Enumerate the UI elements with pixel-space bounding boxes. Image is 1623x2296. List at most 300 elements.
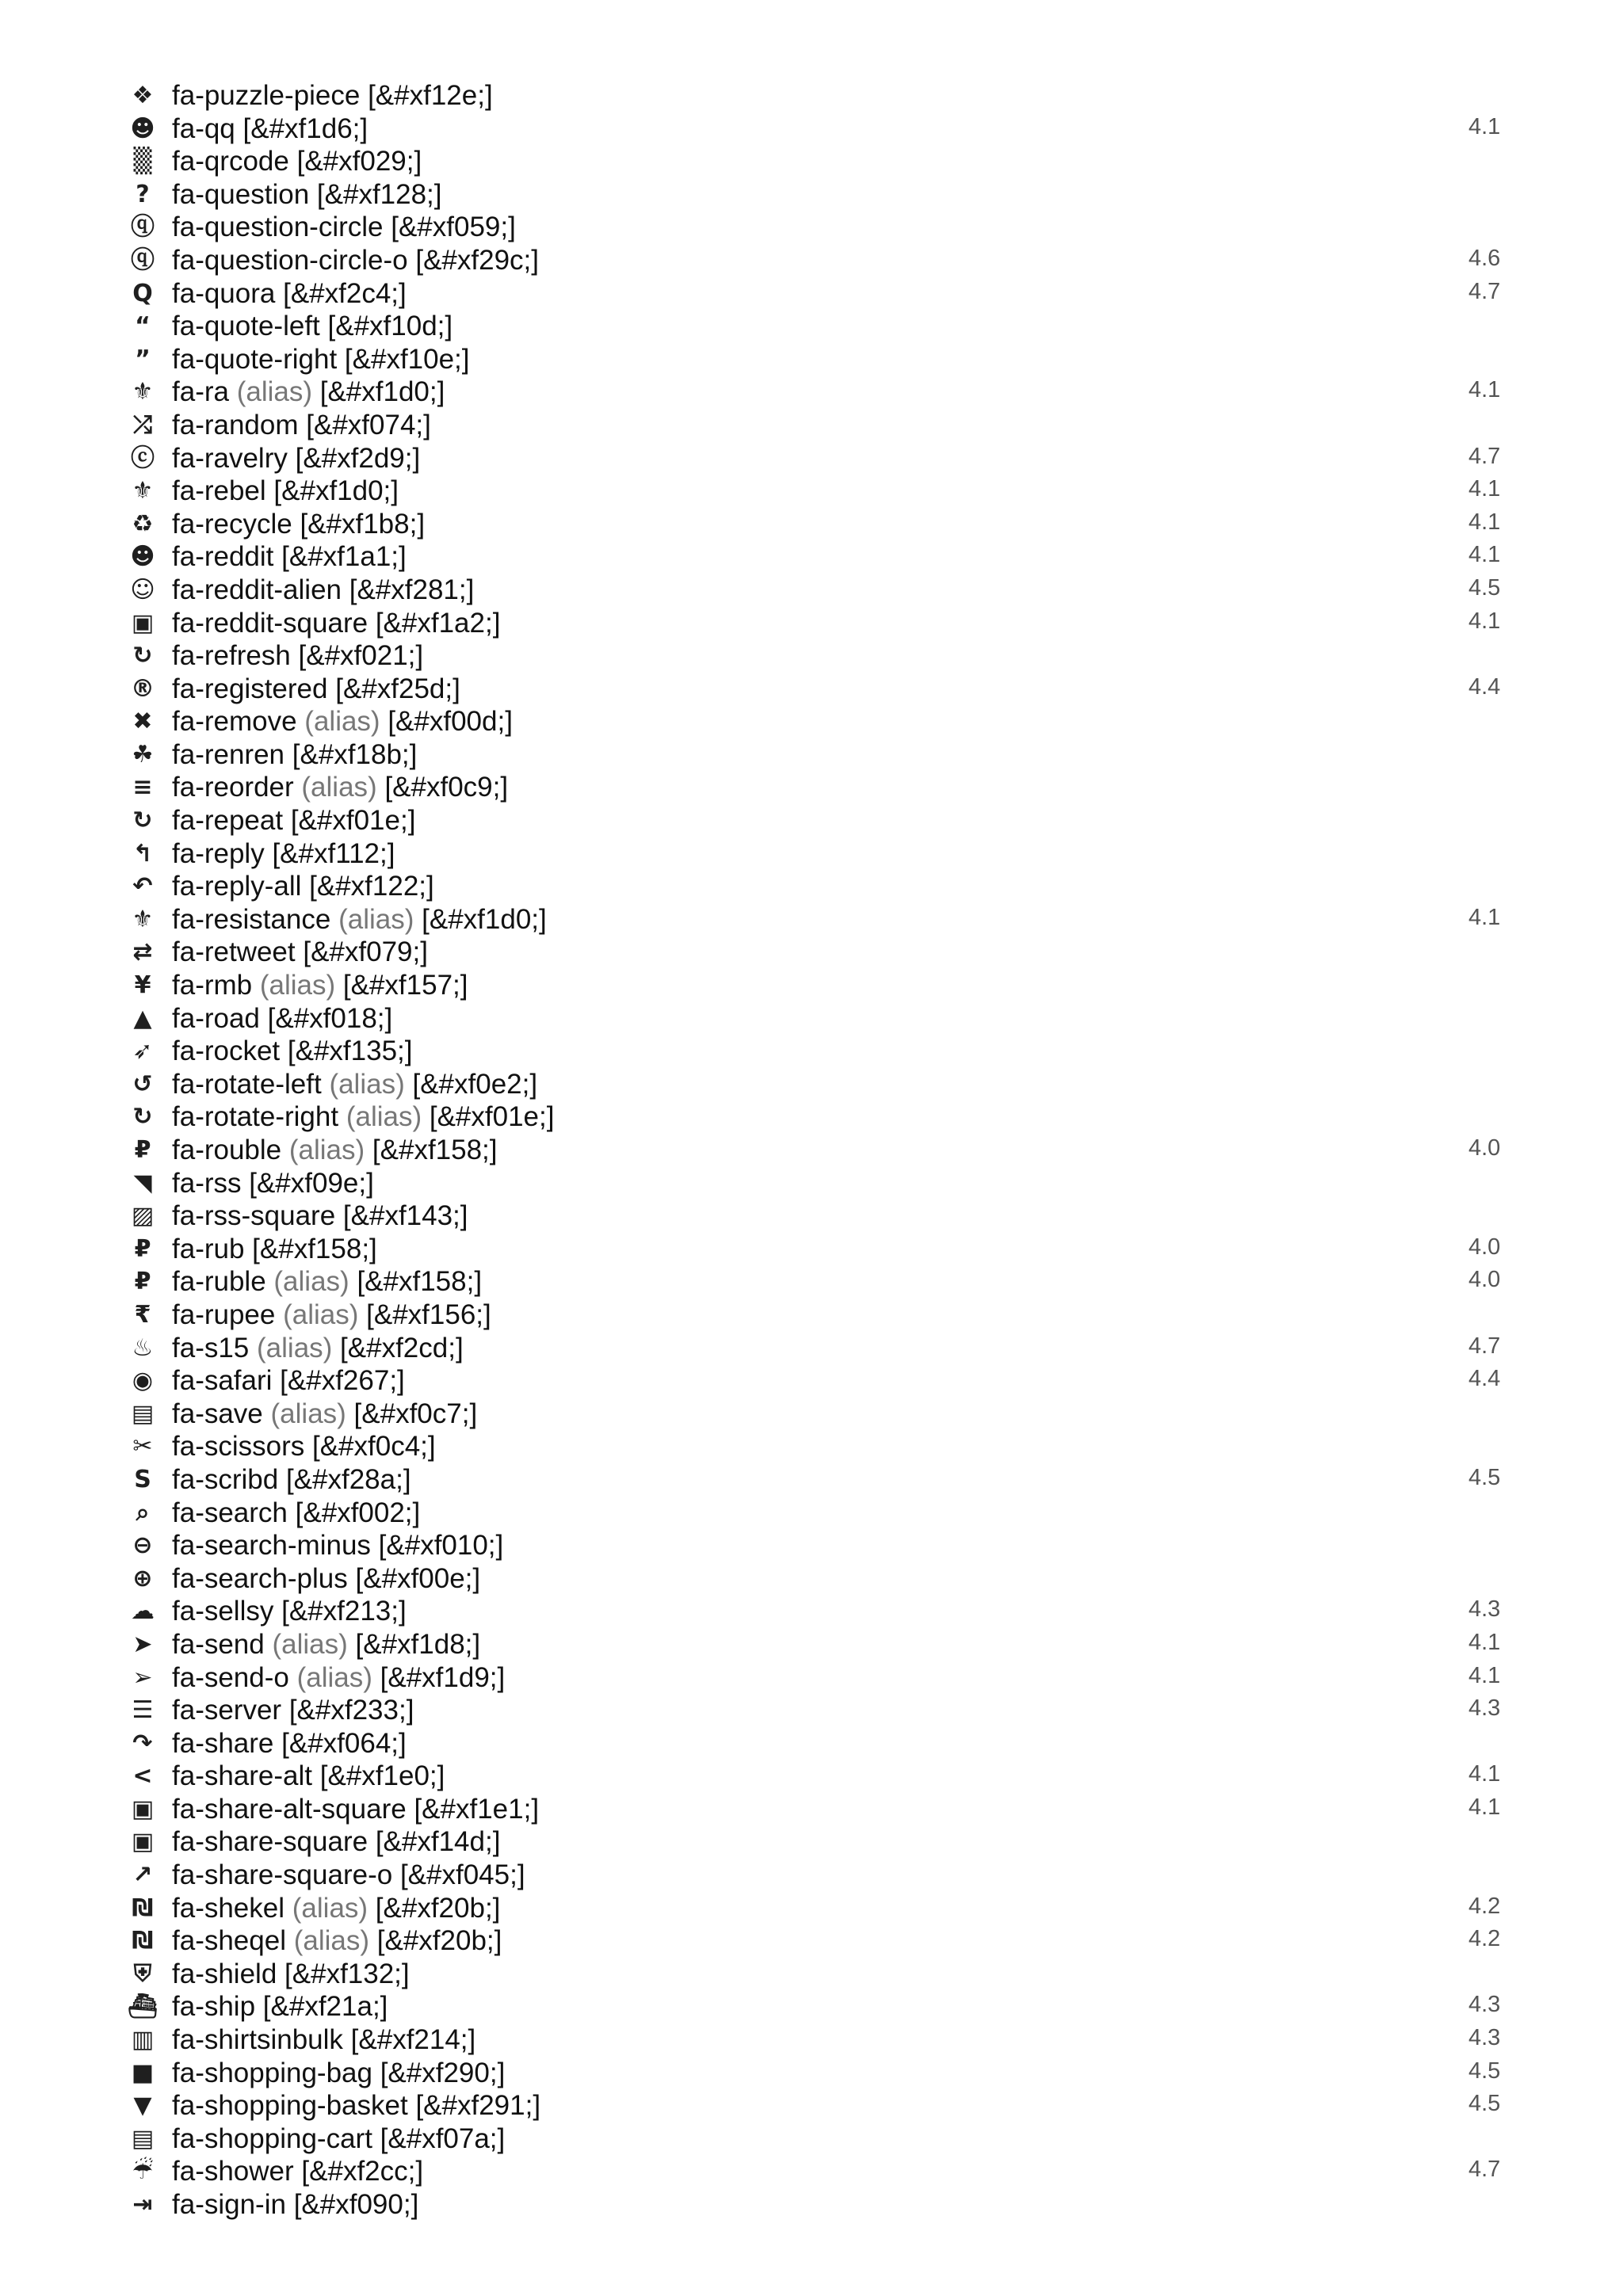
icon-code: [&#xf20b;] <box>376 1925 502 1957</box>
list-item <box>127 1595 1522 1628</box>
icon-name: fa-ravelry <box>172 442 288 474</box>
list-item <box>127 903 1522 936</box>
icon-label <box>172 343 470 376</box>
send-o-icon: ➢ <box>132 1663 153 1691</box>
list-item <box>127 1760 1522 1793</box>
list-item <box>127 837 1522 871</box>
version-label: 4.4 <box>1468 1366 1501 1392</box>
version-label: 4.0 <box>1468 1267 1501 1293</box>
version-label: 4.0 <box>1468 1135 1501 1161</box>
icon-name: fa-server <box>172 1695 282 1726</box>
reorder-icon: ≡ <box>132 773 153 802</box>
icon-name: fa-rss-square <box>172 1200 336 1232</box>
icon-label <box>172 639 423 673</box>
alias-tag: (alias) <box>304 706 380 738</box>
alias-tag: (alias) <box>292 1892 369 1924</box>
icon-label <box>172 1398 477 1431</box>
version-label: 4.3 <box>1468 1992 1501 2018</box>
share-alt-icon: < <box>132 1762 153 1791</box>
icon-code: [&#xf157;] <box>342 970 468 1001</box>
icon-label <box>172 508 425 541</box>
icon-name: fa-recycle <box>172 508 292 540</box>
alias-tag: (alias) <box>329 1068 405 1100</box>
version-label: 4.7 <box>1468 443 1501 469</box>
list-item <box>127 639 1522 673</box>
version-label: 4.5 <box>1468 574 1501 601</box>
shopping-basket-icon: ▼ <box>133 2092 152 2120</box>
list-item <box>127 1825 1522 1859</box>
rocket-icon: ➶ <box>132 1037 153 1066</box>
icon-name: fa-refresh <box>172 640 291 672</box>
icon-label <box>172 1924 502 1958</box>
list-item <box>127 1134 1522 1167</box>
icon-code: [&#xf112;] <box>272 837 395 869</box>
list-item <box>127 2155 1522 2188</box>
version-label: 4.2 <box>1468 1926 1501 1952</box>
list-item <box>127 1265 1522 1299</box>
icon-name: fa-safari <box>172 1365 273 1397</box>
icon-code: [&#xf1d0;] <box>422 903 547 935</box>
remove-icon: ✖ <box>132 707 153 736</box>
icon-name: fa-rupee <box>172 1299 276 1330</box>
icon-name: fa-rmb <box>172 970 253 1001</box>
icon-name: fa-save <box>172 1398 263 1429</box>
icon-label <box>172 1134 498 1167</box>
alias-tag: (alias) <box>259 970 336 1001</box>
icon-code: [&#xf021;] <box>298 640 424 672</box>
icon-label <box>172 277 407 311</box>
icon-name: fa-share-alt-square <box>172 1793 407 1825</box>
list-item <box>127 705 1522 738</box>
version-label: 4.5 <box>1468 2091 1501 2117</box>
rotate-right-icon: ↻ <box>132 1103 153 1131</box>
icon-name: fa-shirtsinbulk <box>172 2024 343 2056</box>
icon-code: [&#xf07a;] <box>380 2122 506 2154</box>
search-plus-icon: ⊕ <box>132 1564 153 1592</box>
icon-name: fa-rss <box>172 1167 242 1199</box>
refresh-icon: ↻ <box>132 642 153 670</box>
shopping-bag-icon: ■ <box>131 2058 155 2087</box>
list-item <box>127 574 1522 607</box>
version-label: 4.1 <box>1468 377 1501 403</box>
quote-right-icon: ” <box>135 345 151 373</box>
icon-label <box>172 2089 540 2122</box>
icon-label <box>172 1694 414 1727</box>
icon-code: [&#xf1a1;] <box>281 541 407 573</box>
scribd-icon: S <box>134 1465 151 1493</box>
repeat-icon: ↻ <box>132 807 153 835</box>
list-item <box>127 343 1522 376</box>
question-icon: ? <box>136 180 150 208</box>
list-item <box>127 2023 1522 2057</box>
share-icon: ↷ <box>132 1729 153 1757</box>
icon-code: [&#xf1d0;] <box>319 376 445 408</box>
icon-label <box>172 771 508 804</box>
icon-code: [&#xf064;] <box>281 1727 407 1759</box>
icon-name: fa-reply-all <box>172 871 302 902</box>
list-item <box>127 771 1522 804</box>
list-item <box>127 1859 1522 1892</box>
list-item <box>127 1727 1522 1760</box>
icon-name: fa-remove <box>172 706 297 738</box>
icon-code: [&#xf128;] <box>316 178 442 210</box>
icon-code: [&#xf291;] <box>415 2090 541 2122</box>
icon-code: [&#xf059;] <box>391 212 516 243</box>
icon-name: fa-quora <box>172 277 276 309</box>
icon-name: fa-rub <box>172 1233 245 1264</box>
icon-name: fa-question <box>172 178 310 210</box>
icon-label <box>172 1332 464 1365</box>
version-label: 4.1 <box>1468 1629 1501 1655</box>
icon-name: fa-sign-in <box>172 2189 286 2220</box>
icon-code: [&#xf1d0;] <box>273 475 399 507</box>
icon-label <box>172 1463 411 1497</box>
list-item <box>127 1035 1522 1068</box>
icon-name: fa-search-plus <box>172 1562 348 1594</box>
yen-icon: ¥ <box>134 971 151 1000</box>
version-label: 4.1 <box>1468 904 1501 930</box>
icon-code: [&#xf12e;] <box>368 80 493 111</box>
icon-code: [&#xf14d;] <box>375 1826 501 1858</box>
list-item <box>127 1990 1522 2023</box>
icon-code: [&#xf010;] <box>378 1530 504 1562</box>
icon-code: [&#xf158;] <box>357 1266 483 1298</box>
reddit-icon: ☻ <box>130 543 155 571</box>
icon-code: [&#xf01e;] <box>429 1101 555 1133</box>
icon-name: fa-rouble <box>172 1135 282 1165</box>
icon-name: fa-s15 <box>172 1332 250 1363</box>
icon-name: fa-ra <box>172 376 229 408</box>
icon-label <box>172 376 445 409</box>
list-item <box>127 1167 1522 1200</box>
icon-name: fa-reddit-alien <box>172 574 342 605</box>
question-circle-o-icon: ⓠ <box>131 246 155 274</box>
list-item <box>127 1793 1522 1826</box>
quote-left-icon: “ <box>135 312 151 341</box>
alias-tag: (alias) <box>346 1101 422 1133</box>
icon-label <box>172 244 539 277</box>
list-item <box>127 1497 1522 1530</box>
list-item <box>127 244 1522 277</box>
ravelry-icon: ⓒ <box>131 444 155 472</box>
shield-icon: ⛨ <box>133 1959 152 1988</box>
icon-name: fa-sellsy <box>172 1596 274 1627</box>
icon-name: fa-ruble <box>172 1266 266 1298</box>
list-item <box>127 277 1522 311</box>
icon-code: [&#xf10e;] <box>344 343 470 375</box>
version-label: 4.3 <box>1468 2025 1501 2051</box>
icon-name: fa-registered <box>172 673 328 704</box>
icon-label <box>172 1628 480 1661</box>
icon-label <box>172 2023 475 2057</box>
icon-code: [&#xf2cd;] <box>340 1332 464 1363</box>
icon-label <box>172 211 516 244</box>
icon-code: [&#xf267;] <box>280 1365 405 1397</box>
list-item <box>127 113 1522 146</box>
icon-code: [&#xf25d;] <box>335 673 460 704</box>
version-label: 4.4 <box>1468 673 1501 700</box>
save-icon: ▤ <box>131 1399 155 1428</box>
version-label: 4.3 <box>1468 1695 1501 1722</box>
icon-name: fa-sheqel <box>172 1925 286 1957</box>
icon-code: [&#xf29c;] <box>415 244 539 276</box>
icon-label <box>172 475 399 508</box>
random-icon: ⤮ <box>133 410 152 439</box>
search-icon: ⌕ <box>136 1498 150 1527</box>
icon-code: [&#xf0c9;] <box>384 772 509 803</box>
icon-name: fa-ship <box>172 1991 256 2023</box>
icon-code: [&#xf1d9;] <box>380 1661 506 1693</box>
version-label: 4.1 <box>1468 476 1501 502</box>
icon-code: [&#xf135;] <box>287 1035 413 1067</box>
list-item <box>127 211 1522 244</box>
icon-name: fa-question-circle-o <box>172 244 408 276</box>
icon-code: [&#xf10d;] <box>327 311 453 342</box>
shekel-icon: ₪ <box>132 1927 154 1955</box>
alias-tag: (alias) <box>296 1661 372 1693</box>
share-square-o-icon: ↗ <box>132 1861 153 1890</box>
icon-code: [&#xf214;] <box>350 2024 476 2056</box>
icon-name: fa-reddit-square <box>172 607 369 639</box>
icon-code: [&#xf281;] <box>349 574 475 605</box>
icon-code: [&#xf122;] <box>309 871 434 902</box>
icon-code: [&#xf09e;] <box>249 1167 374 1199</box>
list-item <box>127 673 1522 706</box>
icon-name: fa-shekel <box>172 1892 285 1924</box>
icon-name: fa-scissors <box>172 1431 305 1463</box>
recycle-icon: ♻ <box>132 509 154 538</box>
list-item <box>127 1233 1522 1266</box>
icon-label <box>172 705 513 738</box>
icon-label <box>172 1167 374 1200</box>
icon-code: [&#xf156;] <box>366 1299 491 1330</box>
icon-label <box>172 969 468 1002</box>
icon-name: fa-reply <box>172 837 265 869</box>
shirtsinbulk-icon: ▥ <box>131 2026 155 2054</box>
icon-name: fa-scribd <box>172 1463 279 1495</box>
icon-code: [&#xf158;] <box>372 1135 498 1165</box>
shekel-icon: ₪ <box>132 1894 154 1922</box>
version-label: 4.5 <box>1468 2058 1501 2084</box>
icon-label <box>172 1958 410 1991</box>
list-item <box>127 1299 1522 1332</box>
icon-name: fa-rebel <box>172 475 266 507</box>
version-label: 4.2 <box>1468 1893 1501 1919</box>
icon-label <box>172 1199 468 1233</box>
icon-name: fa-search-minus <box>172 1530 371 1562</box>
list-item <box>127 1199 1522 1233</box>
puzzle-piece-icon: ❖ <box>132 82 154 109</box>
list-item <box>127 2122 1522 2156</box>
icon-name: fa-renren <box>172 738 285 770</box>
list-item <box>127 1628 1522 1661</box>
list-item <box>127 1892 1522 1925</box>
icon-label <box>172 1233 377 1266</box>
alias-tag: (alias) <box>301 772 377 803</box>
alias-tag: (alias) <box>273 1266 349 1298</box>
icon-label <box>172 540 407 574</box>
list-item <box>127 1924 1522 1958</box>
icon-label <box>172 1497 420 1530</box>
rebel-icon: ⚜ <box>132 378 154 406</box>
rouble-icon: ₽ <box>134 1136 151 1164</box>
icon-label <box>172 2155 423 2188</box>
icon-label <box>172 1661 505 1695</box>
server-icon: ☰ <box>132 1696 154 1725</box>
rss-icon: ◥ <box>133 1169 152 1197</box>
icon-label <box>172 903 547 936</box>
list-item <box>127 738 1522 772</box>
list-item <box>127 1694 1522 1727</box>
icon-code: [&#xf21a;] <box>262 1991 388 2023</box>
list-item <box>127 1430 1522 1463</box>
icon-code: [&#xf045;] <box>399 1859 525 1891</box>
list-item <box>127 79 1522 113</box>
version-label: 4.1 <box>1468 1761 1501 1787</box>
icon-label <box>172 804 415 837</box>
send-icon: ➤ <box>132 1630 153 1658</box>
alias-tag: (alias) <box>257 1332 333 1363</box>
icon-label <box>172 1793 539 1826</box>
icon-label <box>172 1529 503 1562</box>
icon-name: fa-rotate-right <box>172 1101 339 1133</box>
icon-name: fa-quote-right <box>172 343 338 375</box>
list-item <box>127 1002 1522 1035</box>
rupee-icon: ₹ <box>134 1300 151 1329</box>
icon-code: [&#xf18b;] <box>292 738 418 770</box>
icon-label <box>172 1265 482 1299</box>
icon-code: [&#xf0e2;] <box>412 1068 538 1100</box>
safari-icon: ◉ <box>132 1367 154 1395</box>
icon-code: [&#xf158;] <box>252 1233 377 1264</box>
icon-code: [&#xf1d8;] <box>355 1628 481 1660</box>
icon-name: fa-send-o <box>172 1661 289 1693</box>
road-icon: ▲ <box>133 1004 152 1032</box>
alias-tag: (alias) <box>272 1628 348 1660</box>
icon-code: [&#xf074;] <box>306 409 431 441</box>
list-item <box>127 1661 1522 1695</box>
share-square-icon: ▣ <box>131 1828 155 1856</box>
qrcode-icon: ▒ <box>133 147 152 176</box>
icon-name: fa-shower <box>172 2156 294 2187</box>
scissors-icon: ✂ <box>132 1432 153 1461</box>
icon-label <box>172 1035 413 1068</box>
icon-label <box>172 936 428 969</box>
icon-name: fa-share-square-o <box>172 1859 393 1891</box>
icon-label <box>172 2057 505 2090</box>
icon-name: fa-shopping-cart <box>172 2122 372 2154</box>
shower-icon: ☔ <box>132 2157 154 2186</box>
icon-name: fa-quote-left <box>172 311 320 342</box>
list-item <box>127 1562 1522 1596</box>
list-item <box>127 376 1522 409</box>
list-item <box>127 409 1522 442</box>
icon-code: [&#xf1a2;] <box>375 607 501 639</box>
search-minus-icon: ⊖ <box>132 1531 153 1560</box>
icon-code: [&#xf00d;] <box>388 706 513 738</box>
icon-code: [&#xf290;] <box>380 2057 506 2088</box>
icon-label <box>172 1825 500 1859</box>
icon-label <box>172 1760 445 1793</box>
icon-name: fa-shield <box>172 1958 277 1989</box>
list-item <box>127 1364 1522 1398</box>
retweet-icon: ⇄ <box>132 938 153 967</box>
list-item <box>127 1332 1522 1365</box>
alias-tag: (alias) <box>236 376 312 408</box>
icon-name: fa-rocket <box>172 1035 281 1067</box>
list-item <box>127 2188 1522 2222</box>
icon-code: [&#xf0c4;] <box>311 1431 436 1463</box>
version-label: 4.5 <box>1468 1464 1501 1490</box>
list-item <box>127 804 1522 837</box>
icon-name: fa-random <box>172 409 299 441</box>
icon-name: fa-reddit <box>172 541 274 573</box>
reddit-alien-icon: ☺ <box>130 575 155 604</box>
list-item <box>127 1958 1522 1991</box>
icon-name: fa-send <box>172 1628 265 1660</box>
registered-icon: ® <box>131 674 155 703</box>
reply-icon: ↰ <box>132 839 153 868</box>
list-item <box>127 1529 1522 1562</box>
shopping-cart-icon: ▤ <box>131 2124 155 2153</box>
icon-label <box>172 1364 405 1398</box>
list-item <box>127 145 1522 178</box>
list-item <box>127 2057 1522 2090</box>
icon-code: [&#xf143;] <box>342 1200 468 1232</box>
list-item <box>127 442 1522 475</box>
share-alt-square-icon: ▣ <box>131 1794 155 1823</box>
icon-label <box>172 574 474 607</box>
icon-label <box>172 1990 388 2023</box>
reddit-square-icon: ▣ <box>131 608 155 637</box>
icon-label <box>172 1068 537 1101</box>
sellsy-icon: ☁ <box>131 1597 155 1626</box>
qq-icon: ☻ <box>130 114 155 143</box>
rouble-icon: ₽ <box>134 1234 151 1263</box>
list-item <box>127 475 1522 508</box>
list-item <box>127 1100 1522 1134</box>
list-item <box>127 1463 1522 1497</box>
icon-name: fa-qq <box>172 113 235 144</box>
icon-label <box>172 1299 491 1332</box>
ship-icon: ⛴ <box>127 1993 158 2021</box>
icon-name: fa-share-alt <box>172 1760 313 1792</box>
icon-label <box>172 1430 436 1463</box>
icon-label <box>172 409 431 442</box>
icon-code: [&#xf233;] <box>288 1695 414 1726</box>
icon-name: fa-shopping-basket <box>172 2090 408 2122</box>
icon-name: fa-reorder <box>172 772 294 803</box>
alias-tag: (alias) <box>338 903 414 935</box>
icon-name: fa-shopping-bag <box>172 2057 372 2088</box>
icon-label <box>172 442 420 475</box>
icon-name: fa-repeat <box>172 805 284 837</box>
icon-code: [&#xf213;] <box>281 1596 407 1627</box>
icon-code: [&#xf090;] <box>293 2189 419 2220</box>
version-label: 4.7 <box>1468 2157 1501 2183</box>
quora-icon: Q <box>132 279 153 307</box>
alias-tag: (alias) <box>293 1925 370 1957</box>
list-item <box>127 969 1522 1002</box>
version-label: 4.6 <box>1468 245 1501 271</box>
icon-code: [&#xf018;] <box>267 1002 393 1034</box>
list-item <box>127 310 1522 343</box>
icon-name: fa-puzzle-piece <box>172 80 361 111</box>
version-label: 4.1 <box>1468 113 1501 139</box>
rouble-icon: ₽ <box>134 1268 151 1296</box>
icon-label <box>172 738 417 772</box>
icon-code: [&#xf2d9;] <box>295 442 421 474</box>
